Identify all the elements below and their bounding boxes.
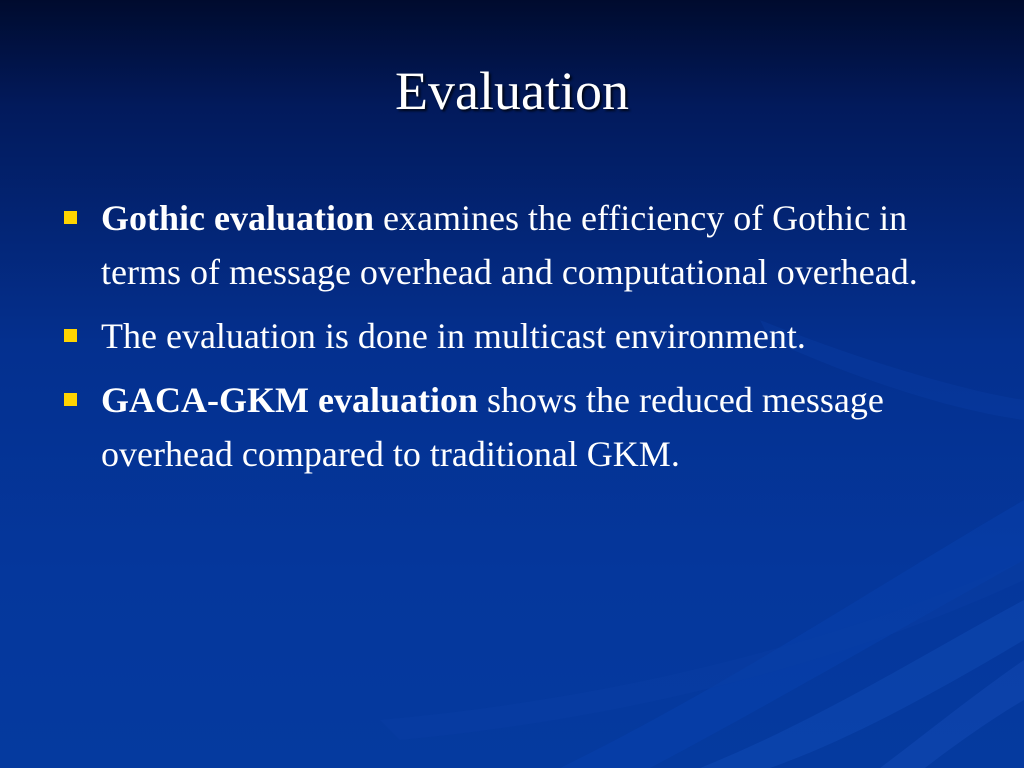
bullet-bold-text: Gothic evaluation: [101, 198, 375, 238]
bullet-item: [62, 191, 942, 299]
bullet-item: [62, 373, 942, 481]
bullet-body-text: examines the efficiency of Gothic in terms of message overhead and computational overhead.: [101, 198, 918, 292]
square-bullet-icon: [64, 393, 77, 406]
bullet-text: [101, 380, 884, 474]
bullet-text: [101, 198, 918, 292]
square-bullet-icon: [64, 211, 77, 224]
bullet-text: [101, 316, 806, 356]
slide-title: Evaluation: [395, 61, 629, 121]
bullet-body-text: The evaluation is done in multicast environment.: [101, 316, 806, 356]
square-bullet-icon: [64, 329, 77, 342]
bullet-item: [62, 309, 942, 363]
bullet-list: [62, 191, 942, 491]
bullet-bold-text: GACA-GKM evaluation: [101, 380, 478, 420]
bullet-body-text: shows the reduced message overhead compared to traditional GKM.: [101, 380, 884, 474]
